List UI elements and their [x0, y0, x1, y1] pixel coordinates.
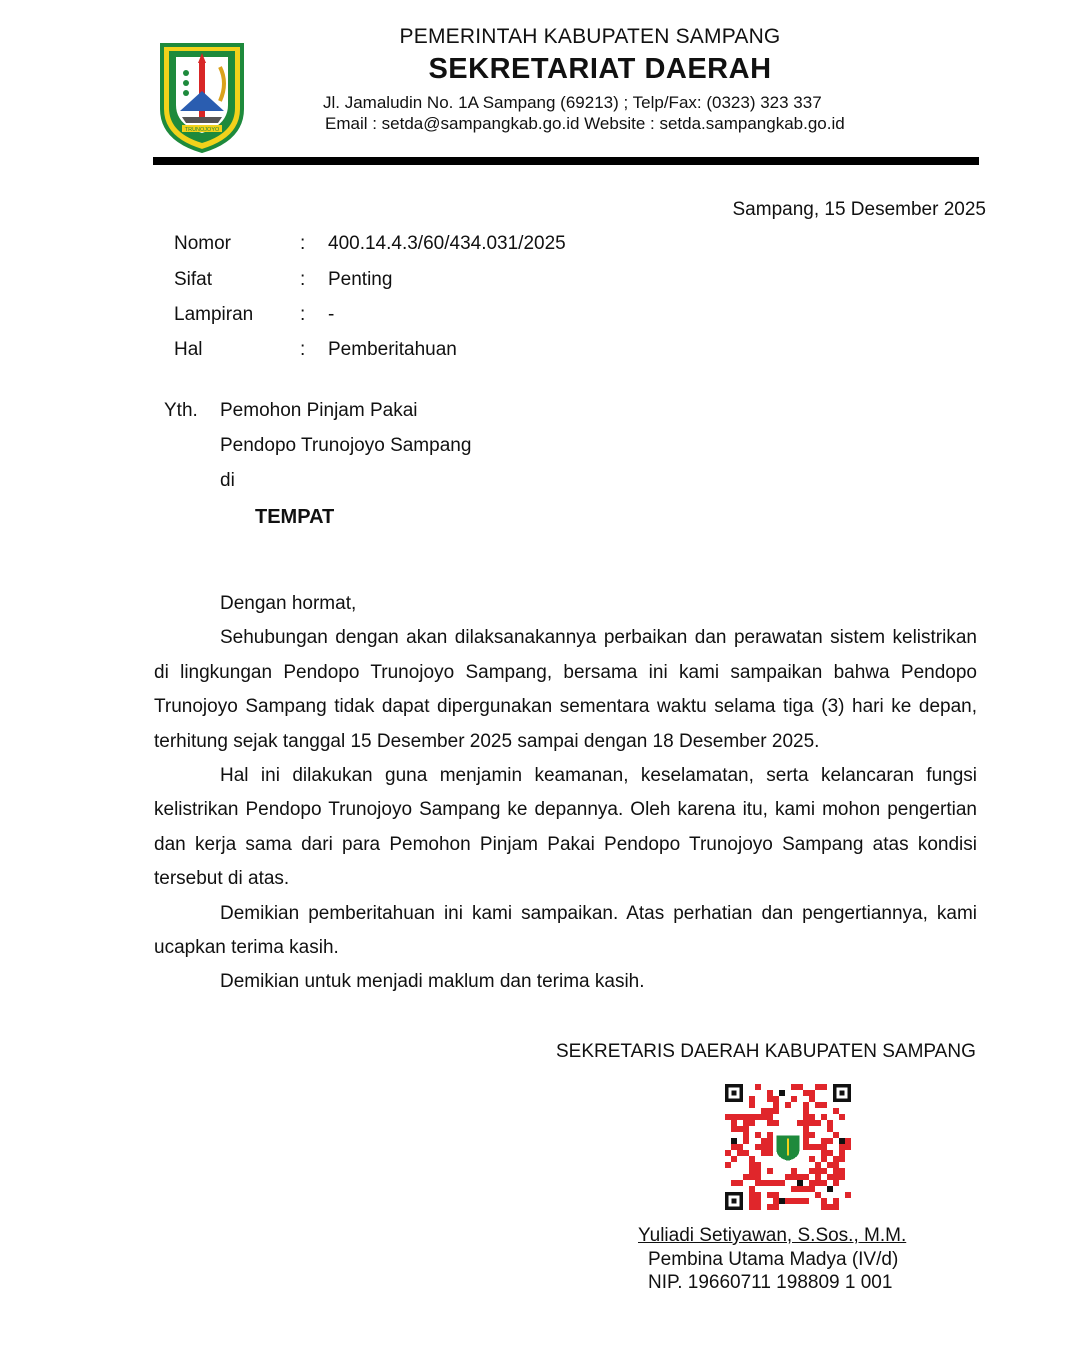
recipient-line-2: Pendopo Trunojoyo Sampang: [220, 435, 472, 456]
meta-value: -: [328, 304, 335, 325]
meta-key: Sifat: [174, 269, 213, 290]
qr-code-signature: [725, 1084, 851, 1210]
paragraph-4: Demikian untuk menjadi maklum dan terima kasih.: [220, 971, 645, 993]
meta-key: Hal: [174, 339, 203, 360]
paragraph-1: Sehubungan dengan akan dilaksanakannya perbaikan dan perawatan sistem kelistrikan di lingkungan Pendopo Trunojoyo Sampang, bersama ini kami sampaikan bahwa Pendopo Trunojoyo Sampang tidak dapat dipergunakan sementara waktu selama tiga (3) hari ke depan, terhitung sejak tanggal 15 Desember 2025 sampai dengan 18 Desember 2025.: [154, 627, 977, 752]
meta-colon: :: [300, 304, 306, 325]
meta-value: Penting: [328, 269, 393, 290]
letterhead-government: PEMERINTAH KABUPATEN SAMPANG: [399, 25, 781, 48]
meta-colon: :: [300, 269, 306, 290]
meta-key: Nomor: [174, 233, 232, 254]
logo-banner-text: TRUNOJOYO: [184, 127, 220, 133]
paragraph-3: Demikian pemberitahuan ini kami sampaikan. Atas perhatian dan pengertiannya, kami ucapkan terima kasih.: [154, 902, 977, 959]
recipient-prefix: Yth.: [164, 400, 198, 421]
letter-date: Sampang, 15 Desember 2025: [732, 199, 986, 220]
recipient-line-1: Pemohon Pinjam Pakai: [220, 400, 418, 421]
letter-body: [154, 587, 977, 1000]
meta-value: 400.14.4.3/60/434.031/2025: [328, 233, 566, 254]
meta-colon: :: [300, 339, 306, 360]
signatory-nip: NIP. 19660711 198809 1 001: [648, 1272, 893, 1293]
letterhead-divider: [153, 157, 979, 165]
recipient-place: TEMPAT: [255, 506, 335, 528]
meta-key: Lampiran: [174, 304, 254, 325]
letterhead-office: SEKRETARIAT DAERAH: [428, 53, 772, 85]
letterhead-contact: Email : setda@sampangkab.go.id Website : setda.sampangkab.go.id: [325, 114, 845, 133]
letterhead-address: Jl. Jamaludin No. 1A Sampang (69213) ; Telp/Fax: (0323) 323 337: [323, 93, 822, 112]
signatory-title: SEKRETARIS DAERAH KABUPATEN SAMPANG: [556, 1041, 976, 1062]
paragraph-2: Hal ini dilakukan guna menjamin keamanan, keselamatan, serta kelancaran fungsi kelistrikan Pendopo Trunojoyo Sampang ke depannya. Oleh karena itu, kami mohon pengertian dan kerja sama dari para Pemohon Pinjam Pakai Pendopo Trunojoyo Sampang atas kondisi tersebut di atas.: [154, 765, 977, 890]
meta-colon: :: [300, 233, 306, 254]
greeting: Dengan hormat,: [220, 593, 357, 614]
recipient-line-3: di: [220, 470, 235, 491]
meta-value: Pemberitahuan: [328, 339, 457, 360]
signatory-name: Yuliadi Setiyawan, S.Sos., M.M.: [638, 1225, 907, 1246]
regency-emblem-logo: [158, 39, 246, 153]
signatory-rank: Pembina Utama Madya (IV/d): [648, 1249, 899, 1270]
